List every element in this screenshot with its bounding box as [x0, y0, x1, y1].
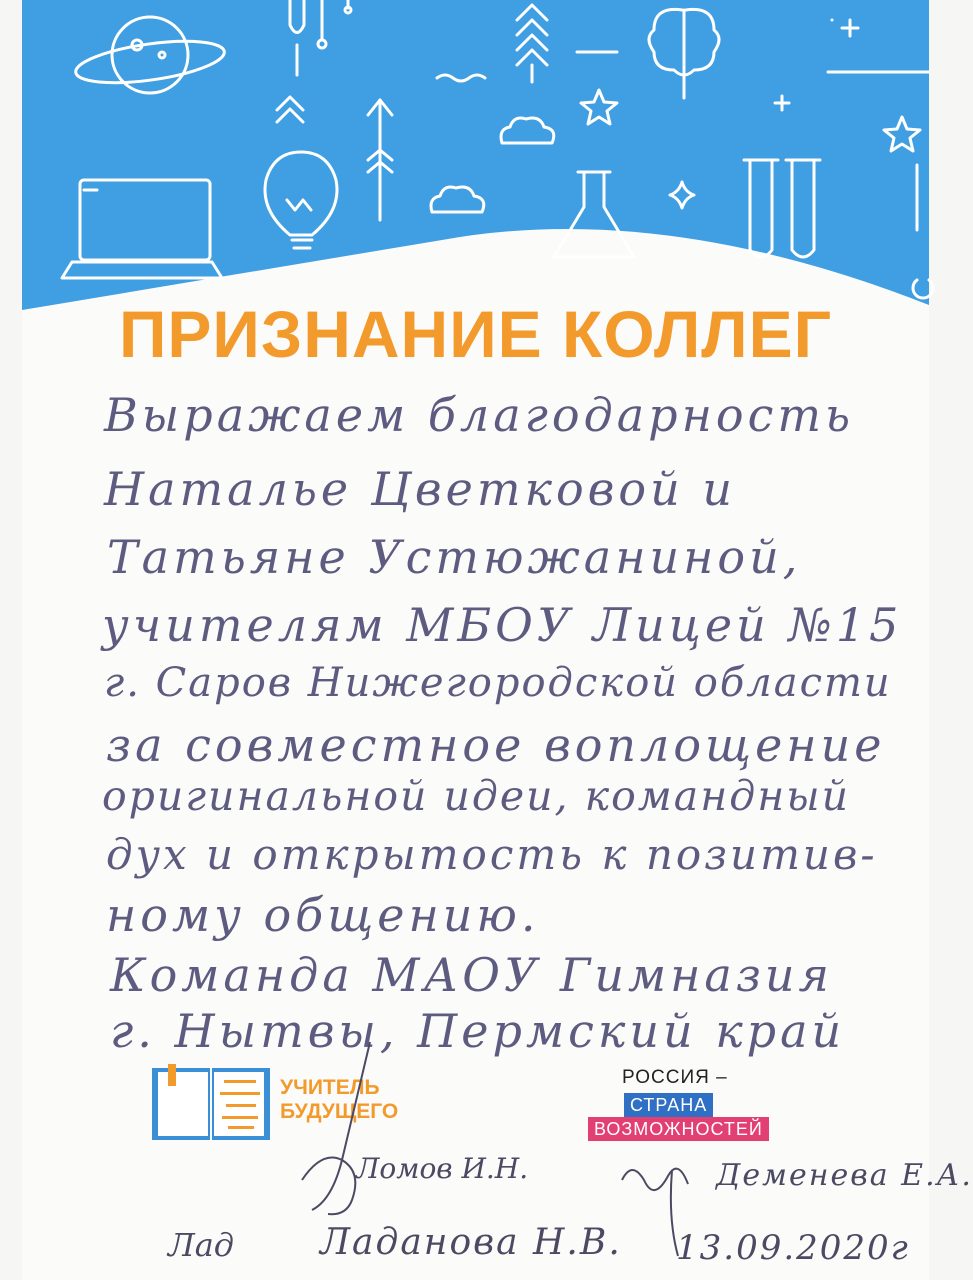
russia-logo	[566, 1067, 806, 1147]
signature-name: Ломов И.Н.	[356, 1152, 529, 1185]
letter-line: дух и открытость к позитив-	[106, 830, 878, 879]
signature-name: Ладанова Н.В.	[320, 1222, 622, 1263]
book-icon	[150, 1064, 272, 1144]
letter-line: Наталье Цветковой и	[104, 462, 736, 516]
header-banner	[22, 0, 929, 320]
letter-line: Выражаем благодарность	[104, 388, 855, 442]
letter-line: г. Нытвы, Пермский край	[110, 1004, 846, 1058]
certificate-page	[22, 0, 973, 1280]
letter-line: учителям МБОУ Лицей №15	[102, 598, 903, 652]
letter-line: Команда МАОУ Гимназия	[110, 948, 833, 1002]
logo-text-line: СТРАНА	[624, 1093, 713, 1117]
signature-scribble	[282, 1040, 392, 1240]
certificate-title: ПРИЗНАНИЕ КОЛЛЕГ	[118, 297, 833, 371]
letter-line: оригинальной идеи, командный	[102, 772, 850, 820]
letter-line: за совместное воплощение	[106, 718, 886, 772]
letter-line: Татьяне Устюжаниной,	[107, 530, 802, 584]
logo-text-line: БУДУЩЕГО	[280, 1100, 399, 1123]
signature-scribble-text: Лад	[168, 1226, 235, 1264]
letter-line: ному общению.	[106, 888, 540, 942]
letter-line: г. Саров Нижегородской области	[104, 660, 892, 706]
logo-text-line: УЧИТЕЛЬ	[280, 1076, 380, 1099]
signature-name: Деменева Е.А.	[716, 1158, 973, 1193]
logo-text-line: ВОЗМОЖНОСТЕЙ	[588, 1117, 769, 1141]
date-text: 13.09.2020г	[676, 1228, 910, 1268]
logo-text-line: РОССИЯ –	[622, 1067, 728, 1088]
